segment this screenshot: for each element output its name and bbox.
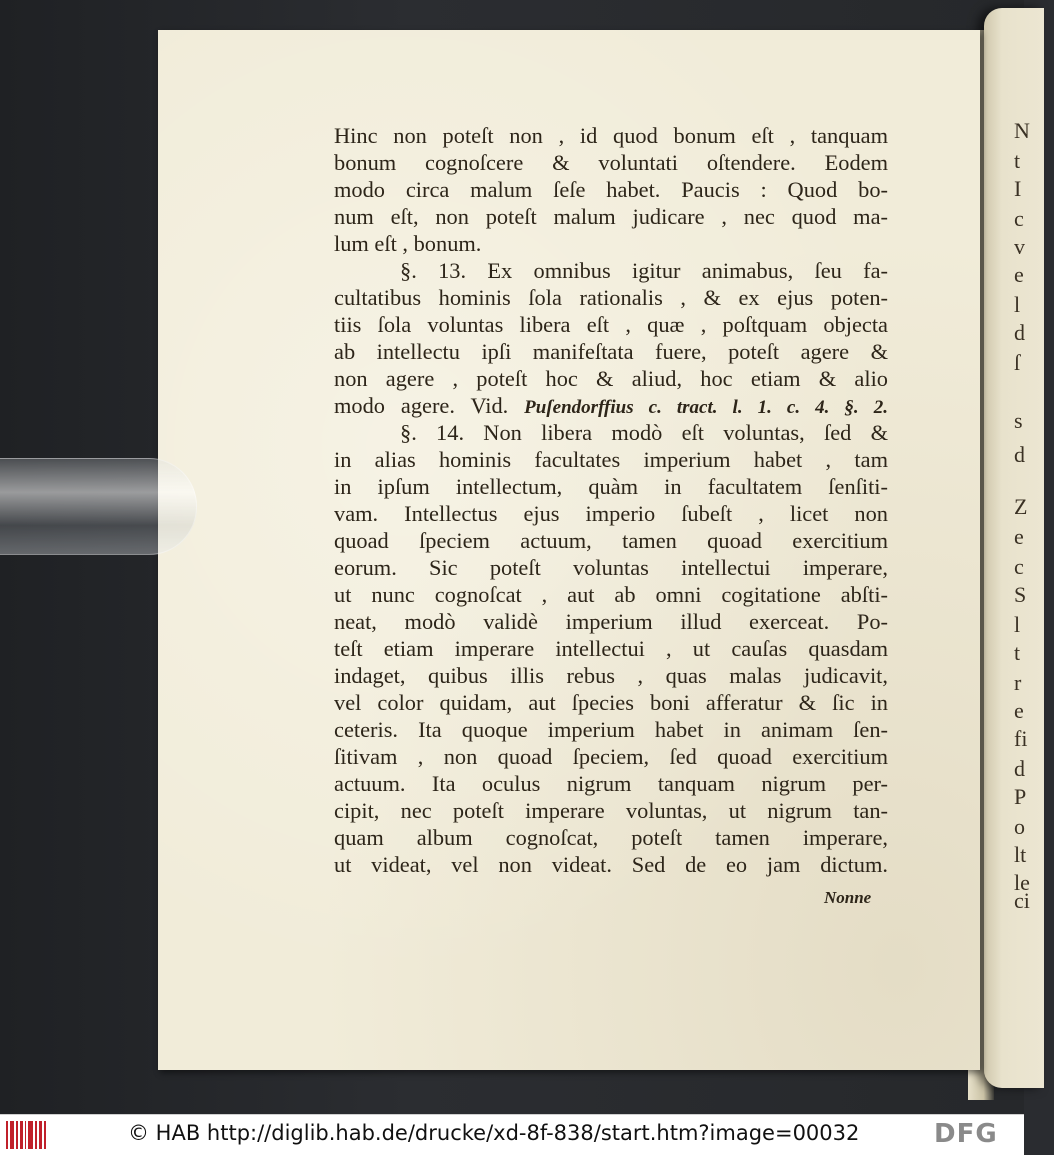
next-page-fragment: r [1014,670,1022,695]
next-page-fragment: d [1014,756,1025,781]
text-line: num eſt, non poteſt malum judicare , nec quod ma- [334,204,888,229]
next-page-fragment: e [1014,262,1024,287]
text-line: ceteris. Ita quoque imperium habet in animam ſen- [334,717,888,742]
text-line: ab intellectu ipſi manifeſtata fuere, poteſt agere & [334,339,888,364]
next-page-fragment: N [1014,118,1030,143]
page-text [334,122,888,878]
citation-reference: Puſendorffius c. tract. l. 1. c. 4. §. 2. [524,397,888,418]
copyright-url[interactable]: © HAB http://diglib.hab.de/drucke/xd-8f-838/start.htm?image=00032 [128,1121,860,1145]
next-page-fragment: Z [1014,494,1028,519]
next-page-fragment: o [1014,814,1025,839]
text-line-with-reference [334,392,888,419]
text-line: teſt etiam imperare intellectui , ut cauſas quasdam [334,636,888,661]
next-page-fragment: I [1014,176,1022,201]
text-line: quoad ſpeciem actuum, tamen quoad exercitium [334,528,888,553]
text-line: in alias hominis facultates imperium habet , tam [334,447,888,472]
next-page-fragment: lt [1014,842,1027,867]
text-line: cipit, nec poteſt imperare voluntas, ut nigrum tan- [334,798,888,823]
next-page-fragment: ſ [1014,350,1021,375]
next-page-fragment: e [1014,524,1024,549]
text-line: indaget, quibus illis rebus , quas malas judicavit, [334,663,888,688]
text-line: eorum. Sic poteſt voluntas intellectui imperare, [334,555,888,580]
text-line: neat, modò validè imperium illud exerceat. Po- [334,609,888,634]
text-line: bonum cognoſcere & voluntati oſtendere. Eodem [334,150,888,175]
next-page-fragment: le [1014,870,1030,895]
footer-bar [0,1114,1024,1155]
next-page-edge [984,8,1044,1088]
paragraph-13-start: §. 13. Ex omnibus igitur animabus, ſeu fa- [400,258,888,283]
text-fragment: modo agere. Vid. [334,393,509,418]
text-line: vam. Intellectus ejus imperio ſubeſt , licet non [334,501,888,526]
next-page-fragment: v [1014,234,1025,259]
next-page-fragment: c [1014,206,1024,231]
next-page-fragment: s [1014,408,1023,433]
text-line: ut nunc cognoſcat , aut ab omni cogitatione abſti- [334,582,888,607]
next-page-fragment: t [1014,148,1021,173]
next-page-fragment: l [1014,612,1021,637]
text-line: quam album cognoſcat, poteſt tamen imperare, [334,825,888,850]
next-page-fragment: e [1014,698,1024,723]
text-line: ut videat, vel non videat. Sed de eo jam dictum. [334,852,888,877]
text-line: actuum. Ita oculus nigrum tanquam nigrum per- [334,771,888,796]
next-page-fragment: d [1014,320,1025,345]
text-line: non agere , poteſt hoc & aliud, hoc etiam & alio [334,366,888,391]
catchword: Nonne [824,888,872,907]
text-line: cultatibus hominis ſola rationalis , & ex ejus poten- [334,285,888,310]
text-line: in ipſum intellectum, quàm in facultatem ſenſiti- [334,474,888,499]
text-line: Hinc non poteſt non , id quod bonum eſt , tanquam [334,123,888,148]
glass-page-weight [0,458,197,555]
dfg-logo: DFG [934,1119,998,1149]
hab-logo-icon [6,1121,46,1149]
next-page-fragment: c [1014,554,1024,579]
next-page-fragment: P [1014,784,1027,809]
paragraph-14-start: §. 14. Non libera modò eſt voluntas, ſed & [400,420,888,445]
next-page-fragment: t [1014,640,1021,665]
next-page-fragment: d [1014,442,1025,467]
text-line: modo circa malum ſeſe habet. Paucis : Quod bo- [334,177,888,202]
text-line: vel color quidam, aut ſpecies boni afferatur & ſic in [334,690,888,715]
next-page-fragment: ci [1014,888,1030,913]
next-page-fragment: l [1014,292,1021,317]
text-line: tiis ſola voluntas libera eſt , quæ , poſtquam objecta [334,312,888,337]
text-line: lum eſt , bonum. [334,231,482,256]
book-page [158,30,980,1070]
next-page-fragment: fi [1014,726,1028,751]
next-page-fragment: S [1014,582,1027,607]
text-line: ſitivam , non quoad ſpeciem, ſed quoad exercitium [334,744,888,769]
